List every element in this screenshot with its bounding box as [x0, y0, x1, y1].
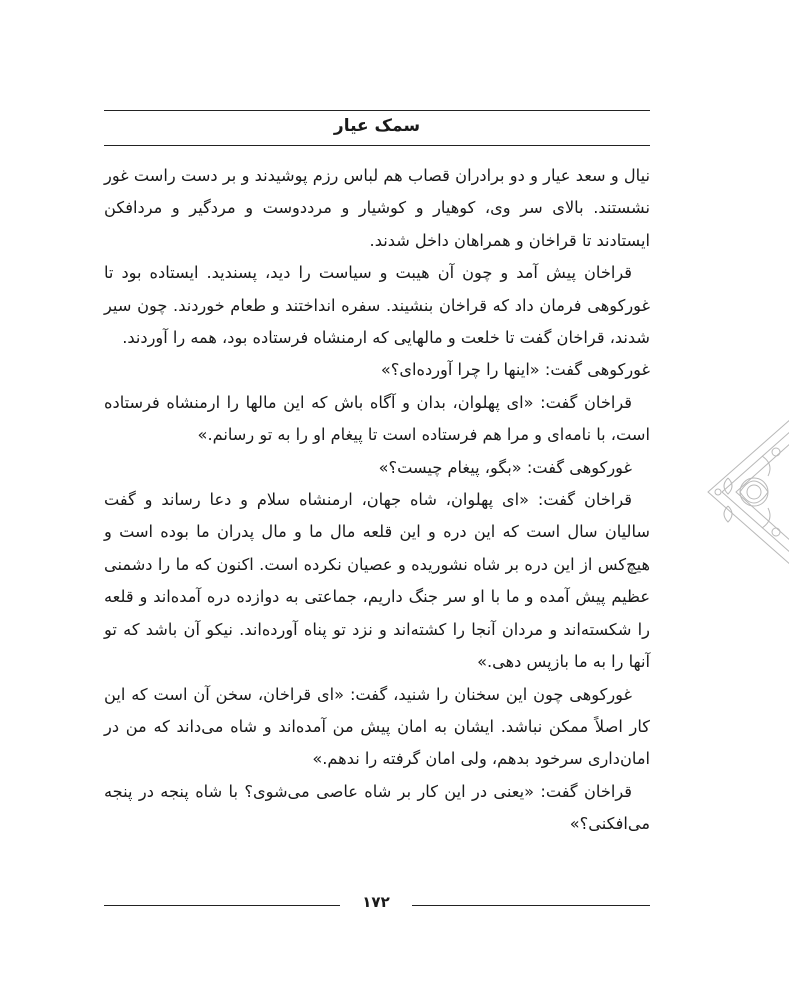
running-title: سمک عیار	[333, 116, 421, 136]
paragraph: قراخان گفت: «یعنی در این کار بر شاه عاصی می‌شوی؟ با شاه پنجه در پنجه می‌افکنی؟»	[104, 781, 650, 834]
paragraph: قراخان گفت: «ای پهلوان، بدان و آگاه باش که این مالها را ارمنشاه فرستاده است، با نامه‌ای و مرا هم فرستاده است تا پیغام او را به تو رسانم.»	[104, 392, 650, 445]
floral-ornament-icon	[692, 412, 789, 572]
paragraph: غورکوهی چون این سخنان را شنید، گفت: «ای قراخان، سخن آن است که این کار اصلاً ممکن نباشد. ایشان به امان پیش من آمده‌اند و شاه می‌داند که من در امان‌داری سرخود بدهم، ولی امان گرفته را ندهم.»	[104, 684, 650, 769]
footer-rule-right	[412, 905, 650, 906]
header-rule-bottom	[104, 145, 650, 146]
page-body	[104, 160, 650, 841]
header-rule-top	[104, 110, 650, 111]
paragraph: غورکوهی گفت: «بگو، پیغام چیست؟»	[378, 457, 632, 477]
paragraph: قراخان پیش آمد و چون آن هیبت و سیاست را دید، پسندید. ایستاده بود تا غورکوهی فرمان داد که قراخان بنشیند. سفره انداختند و طعام خوردند. چون سیر شدند، قراخان گفت تا خلعت و مالهایی که ارمنشاه فرستاده بود، همه را آوردند.	[104, 263, 650, 348]
paragraph: قراخان گفت: «ای پهلوان، شاه جهان، ارمنشاه سلام و دعا رساند و گفت سالیان سال است که این دره و این قلعه مال ما و مال پدران ما بوده است و هیچ‌کس از این دره بر شاه نشوریده و عصیان نکرده است. اکنون که ما را دشمنی عظیم پیش آمده و ما با او سر جنگ داریم، جماعتی به دوازده دره آمده‌اند و قلعه را شکسته‌اند و مردان آنجا را کشته‌اند و نزد تو پناه آورده‌اند. نیکو آن باشد که تو آنها را به ما بازپس دهی.»	[104, 490, 650, 672]
paragraph: نیال و سعد عیار و دو برادران قصاب هم لباس رزم پوشیدند و بر دست راست غور نشستند. بالای سر وی، کوهیار و کوشیار و مرددوست و مردگیر و مردافکن ایستادند تا قراخان و همراهان داخل شدند.	[104, 166, 650, 250]
page-number: ۱۷۲	[362, 893, 390, 911]
footer-rule-left	[104, 905, 340, 906]
paragraph: غورکوهی گفت: «اینها را چرا آورده‌ای؟»	[380, 360, 650, 380]
